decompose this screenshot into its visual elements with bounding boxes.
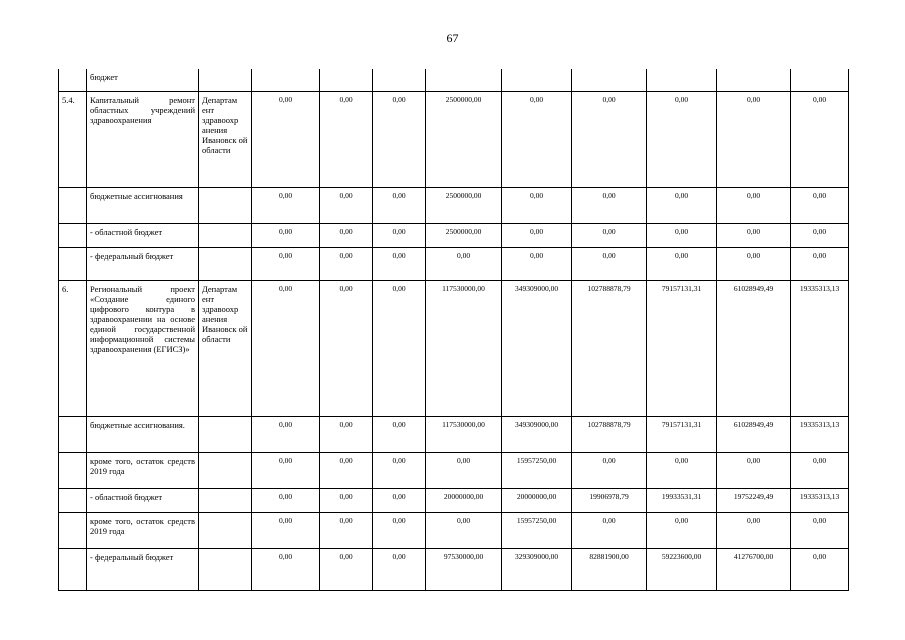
value-cell: 0,00 bbox=[717, 187, 791, 223]
row-number-cell bbox=[59, 452, 87, 488]
value-cell bbox=[373, 69, 426, 91]
value-cell: 102788878,79 bbox=[572, 416, 647, 452]
row-number-cell bbox=[59, 548, 87, 590]
value-cell: 15957250,00 bbox=[502, 512, 572, 548]
value-cell bbox=[572, 69, 647, 91]
value-cell: 0,00 bbox=[373, 548, 426, 590]
value-cell: 0,00 bbox=[572, 187, 647, 223]
value-cell: 0,00 bbox=[647, 187, 717, 223]
value-cell: 79157131,31 bbox=[647, 280, 717, 416]
value-cell: 0,00 bbox=[572, 452, 647, 488]
row-number-cell bbox=[59, 187, 87, 223]
value-cell: 79157131,31 bbox=[647, 416, 717, 452]
budget-table bbox=[58, 69, 849, 591]
value-cell: 0,00 bbox=[252, 280, 320, 416]
value-cell: 19752249,49 bbox=[717, 488, 791, 512]
value-cell: 0,00 bbox=[252, 187, 320, 223]
value-cell: 0,00 bbox=[320, 91, 373, 187]
executor-cell bbox=[199, 416, 252, 452]
executor-cell bbox=[199, 452, 252, 488]
value-cell: 0,00 bbox=[373, 452, 426, 488]
value-cell: 349309000,00 bbox=[502, 280, 572, 416]
value-cell: 0,00 bbox=[572, 223, 647, 247]
value-cell: 2500000,00 bbox=[426, 187, 502, 223]
value-cell: 41276700,00 bbox=[717, 548, 791, 590]
value-cell: 0,00 bbox=[791, 548, 849, 590]
value-cell: 0,00 bbox=[320, 187, 373, 223]
row-name-cell: - областной бюджет bbox=[87, 488, 199, 512]
table-row bbox=[59, 416, 849, 452]
value-cell: 0,00 bbox=[717, 512, 791, 548]
value-cell: 0,00 bbox=[373, 416, 426, 452]
value-cell: 0,00 bbox=[252, 452, 320, 488]
row-name-cell: Капитальный ремонт областных учреждений здравоохранения bbox=[87, 91, 199, 187]
row-name-cell: бюджетные ассигнования bbox=[87, 187, 199, 223]
value-cell: 117530000,00 bbox=[426, 416, 502, 452]
executor-cell bbox=[199, 488, 252, 512]
executor-cell bbox=[199, 223, 252, 247]
value-cell: 0,00 bbox=[426, 512, 502, 548]
value-cell: 0,00 bbox=[572, 91, 647, 187]
value-cell: 20000000,00 bbox=[502, 488, 572, 512]
executor-cell: Департам ент здравоохр анения Ивановск ой области bbox=[199, 280, 252, 416]
row-name-cell: - федеральный бюджет bbox=[87, 548, 199, 590]
value-cell: 349309000,00 bbox=[502, 416, 572, 452]
table-row bbox=[59, 247, 849, 280]
value-cell: 0,00 bbox=[320, 280, 373, 416]
value-cell: 0,00 bbox=[320, 488, 373, 512]
value-cell: 0,00 bbox=[717, 223, 791, 247]
value-cell: 0,00 bbox=[572, 247, 647, 280]
executor-cell: Департам ент здравоохр анения Ивановск ой области bbox=[199, 91, 252, 187]
value-cell bbox=[426, 69, 502, 91]
value-cell bbox=[791, 69, 849, 91]
value-cell: 0,00 bbox=[791, 247, 849, 280]
value-cell: 0,00 bbox=[426, 452, 502, 488]
value-cell: 0,00 bbox=[426, 247, 502, 280]
row-name-cell: бюджет bbox=[87, 69, 199, 91]
table-row bbox=[59, 91, 849, 187]
row-number-cell: 6. bbox=[59, 280, 87, 416]
table-row bbox=[59, 452, 849, 488]
value-cell: 0,00 bbox=[252, 91, 320, 187]
value-cell: 20000000,00 bbox=[426, 488, 502, 512]
row-name-cell: кроме того, остаток средств 2019 года bbox=[87, 452, 199, 488]
executor-cell bbox=[199, 247, 252, 280]
row-number-cell bbox=[59, 512, 87, 548]
row-name-cell: бюджетные ассигнования. bbox=[87, 416, 199, 452]
value-cell: 0,00 bbox=[320, 416, 373, 452]
value-cell: 0,00 bbox=[320, 247, 373, 280]
value-cell: 0,00 bbox=[791, 452, 849, 488]
value-cell: 2500000,00 bbox=[426, 223, 502, 247]
value-cell: 0,00 bbox=[717, 91, 791, 187]
value-cell: 0,00 bbox=[373, 187, 426, 223]
row-name-cell: Региональный проект «Создание единого цифрового контура в здравоохранении на основе единой государственной информационной системы здравоохранения (ЕГИСЗ)» bbox=[87, 280, 199, 416]
value-cell: 0,00 bbox=[647, 452, 717, 488]
value-cell: 0,00 bbox=[791, 91, 849, 187]
value-cell: 0,00 bbox=[791, 512, 849, 548]
row-number-cell bbox=[59, 488, 87, 512]
value-cell: 117530000,00 bbox=[426, 280, 502, 416]
row-number-cell: 5.4. bbox=[59, 91, 87, 187]
table-row bbox=[59, 512, 849, 548]
executor-cell bbox=[199, 512, 252, 548]
table-row bbox=[59, 187, 849, 223]
executor-cell bbox=[199, 187, 252, 223]
value-cell: 59223600,00 bbox=[647, 548, 717, 590]
page-number: 67 bbox=[446, 31, 459, 45]
row-name-cell: кроме того, остаток средств 2019 года bbox=[87, 512, 199, 548]
value-cell: 0,00 bbox=[647, 91, 717, 187]
table-row bbox=[59, 280, 849, 416]
row-name-cell: - федеральный бюджет bbox=[87, 247, 199, 280]
value-cell: 0,00 bbox=[320, 512, 373, 548]
value-cell: 0,00 bbox=[252, 512, 320, 548]
value-cell: 0,00 bbox=[252, 223, 320, 247]
value-cell: 19335313,13 bbox=[791, 280, 849, 416]
value-cell: 0,00 bbox=[647, 512, 717, 548]
row-number-cell bbox=[59, 247, 87, 280]
value-cell: 0,00 bbox=[373, 488, 426, 512]
value-cell: 0,00 bbox=[373, 280, 426, 416]
value-cell: 0,00 bbox=[252, 416, 320, 452]
value-cell: 0,00 bbox=[502, 187, 572, 223]
executor-cell bbox=[199, 69, 252, 91]
value-cell: 0,00 bbox=[502, 91, 572, 187]
value-cell bbox=[502, 69, 572, 91]
value-cell: 0,00 bbox=[373, 223, 426, 247]
value-cell: 0,00 bbox=[647, 223, 717, 247]
value-cell: 0,00 bbox=[252, 247, 320, 280]
value-cell: 82881900,00 bbox=[572, 548, 647, 590]
value-cell: 61028949,49 bbox=[717, 280, 791, 416]
value-cell: 2500000,00 bbox=[426, 91, 502, 187]
value-cell: 19933531,31 bbox=[647, 488, 717, 512]
value-cell: 61028949,49 bbox=[717, 416, 791, 452]
row-name-cell: - областной бюджет bbox=[87, 223, 199, 247]
value-cell: 0,00 bbox=[373, 512, 426, 548]
value-cell: 329309000,00 bbox=[502, 548, 572, 590]
value-cell: 19335313,13 bbox=[791, 416, 849, 452]
value-cell: 0,00 bbox=[502, 247, 572, 280]
table-row bbox=[59, 488, 849, 512]
value-cell: 0,00 bbox=[373, 91, 426, 187]
table-row bbox=[59, 223, 849, 247]
value-cell: 0,00 bbox=[647, 247, 717, 280]
value-cell: 0,00 bbox=[717, 452, 791, 488]
value-cell: 19906978,79 bbox=[572, 488, 647, 512]
value-cell bbox=[252, 69, 320, 91]
value-cell: 0,00 bbox=[252, 548, 320, 590]
value-cell: 0,00 bbox=[791, 187, 849, 223]
table-row bbox=[59, 69, 849, 91]
value-cell: 15957250,00 bbox=[502, 452, 572, 488]
row-number-cell bbox=[59, 223, 87, 247]
value-cell: 102788878,79 bbox=[572, 280, 647, 416]
value-cell: 0,00 bbox=[502, 223, 572, 247]
value-cell: 0,00 bbox=[320, 548, 373, 590]
value-cell: 0,00 bbox=[373, 247, 426, 280]
value-cell bbox=[320, 69, 373, 91]
value-cell: 0,00 bbox=[717, 247, 791, 280]
value-cell bbox=[717, 69, 791, 91]
table-row bbox=[59, 548, 849, 590]
value-cell: 0,00 bbox=[320, 452, 373, 488]
value-cell: 97530000,00 bbox=[426, 548, 502, 590]
value-cell: 0,00 bbox=[572, 512, 647, 548]
executor-cell bbox=[199, 548, 252, 590]
value-cell bbox=[647, 69, 717, 91]
row-number-cell bbox=[59, 416, 87, 452]
value-cell: 0,00 bbox=[252, 488, 320, 512]
row-number-cell bbox=[59, 69, 87, 91]
value-cell: 0,00 bbox=[791, 223, 849, 247]
value-cell: 19335313,13 bbox=[791, 488, 849, 512]
value-cell: 0,00 bbox=[320, 223, 373, 247]
